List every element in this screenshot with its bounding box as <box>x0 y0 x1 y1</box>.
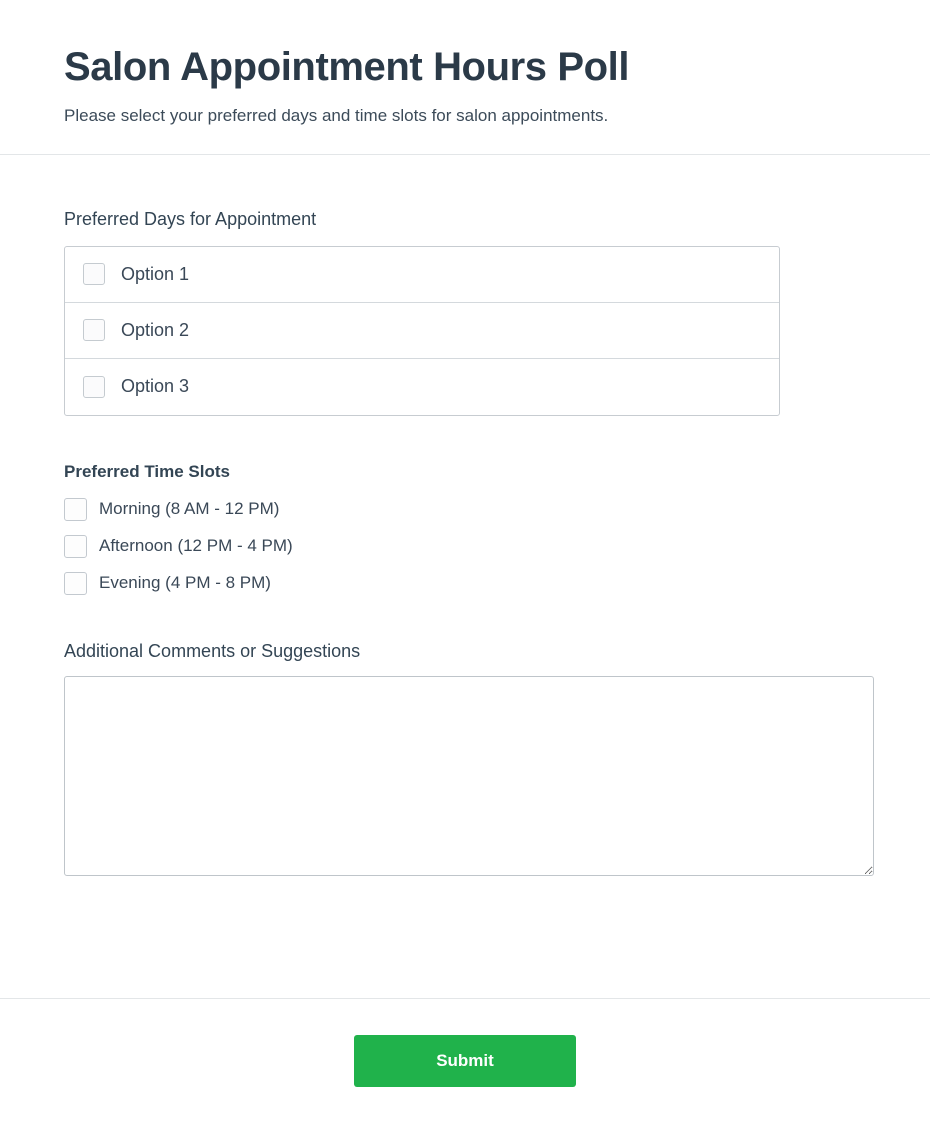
checkbox-unchecked-icon[interactable] <box>83 376 105 398</box>
checkbox-label: Evening (4 PM - 8 PM) <box>99 573 271 593</box>
checkbox-label: Afternoon (12 PM - 4 PM) <box>99 536 293 556</box>
page-subtitle: Please select your preferred days and time slots for salon appointments. <box>64 106 609 125</box>
checkbox-label: Option 1 <box>121 263 190 284</box>
form-header <box>0 0 930 155</box>
preferred-days-field <box>64 209 866 416</box>
additional-comments-input[interactable] <box>64 676 874 876</box>
preferred-time-slots-label: Preferred Time Slots <box>64 461 230 481</box>
checkbox-unchecked-icon[interactable] <box>64 572 87 595</box>
additional-comments-field <box>64 641 866 881</box>
checkbox-row-morning[interactable] <box>64 498 866 521</box>
form-body <box>0 155 930 998</box>
checkbox-unchecked-icon[interactable] <box>83 319 105 341</box>
preferred-days-label: Preferred Days for Appointment <box>64 208 317 229</box>
checkbox-row-option-3[interactable] <box>65 359 779 415</box>
checkbox-unchecked-icon[interactable] <box>64 535 87 558</box>
preferred-time-slots-options <box>64 498 866 595</box>
checkbox-label: Option 2 <box>121 319 190 340</box>
submit-button[interactable]: Submit <box>354 1035 576 1087</box>
preferred-time-slots-field <box>64 462 866 595</box>
checkbox-row-option-1[interactable] <box>65 247 779 303</box>
checkbox-row-evening[interactable] <box>64 572 866 595</box>
checkbox-label: Morning (8 AM - 12 PM) <box>99 499 280 519</box>
page-title: Salon Appointment Hours Poll <box>64 45 630 89</box>
checkbox-row-option-2[interactable] <box>65 303 779 359</box>
checkbox-unchecked-icon[interactable] <box>64 498 87 521</box>
additional-comments-label: Additional Comments or Suggestions <box>64 640 361 661</box>
preferred-days-options <box>64 246 780 416</box>
checkbox-label: Option 3 <box>121 376 190 397</box>
checkbox-row-afternoon[interactable] <box>64 535 866 558</box>
checkbox-unchecked-icon[interactable] <box>83 263 105 285</box>
form-footer <box>0 998 930 1127</box>
